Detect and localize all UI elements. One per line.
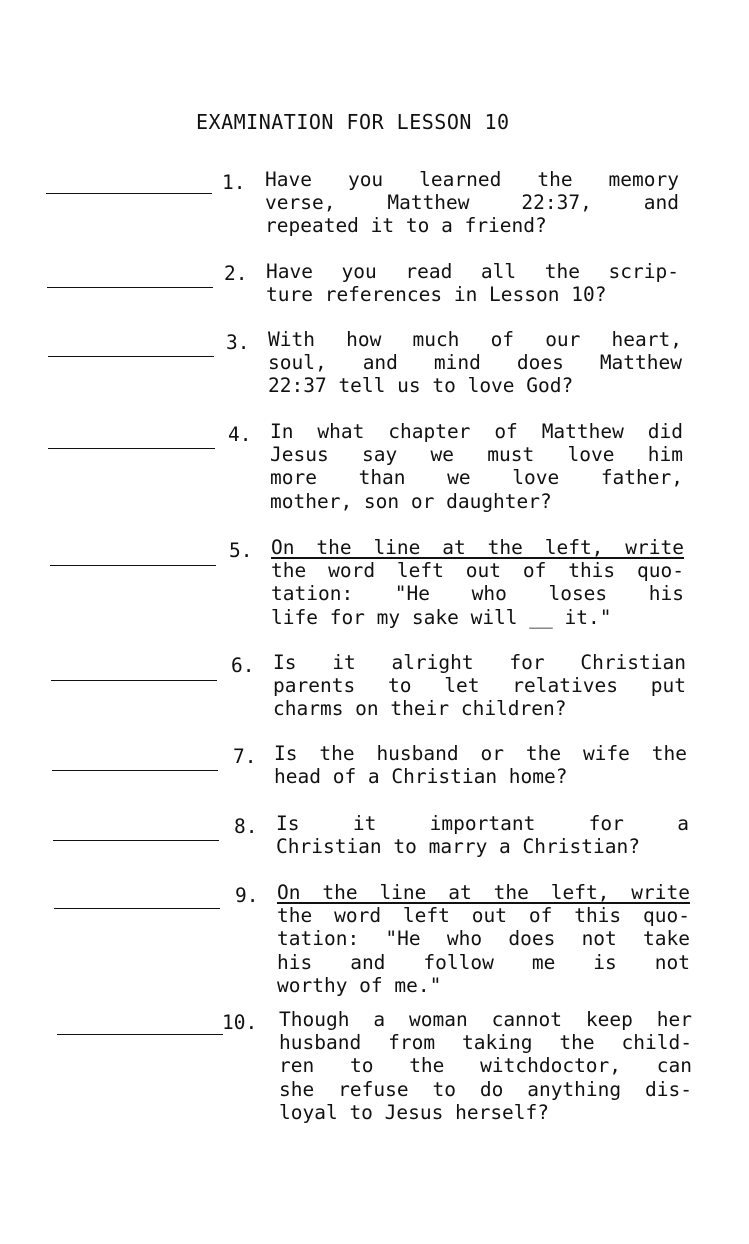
- question-line: 22:37 tell us to love God?: [268, 374, 574, 398]
- question-line: repeated it to a friend?: [265, 214, 547, 238]
- question-line: more than we love father,: [270, 466, 683, 490]
- question-text: [276, 812, 692, 858]
- question-line: soul, and mind does Matthew: [268, 351, 682, 375]
- question-text: [277, 881, 690, 997]
- question-line: the word left out of this quo-: [271, 559, 684, 583]
- page-title: EXAMINATION FOR LESSON 10: [196, 110, 510, 134]
- question-number: 10.: [222, 1011, 258, 1034]
- question-line: husband from taking the child-: [279, 1031, 692, 1055]
- question-line: mother, son or daughter?: [270, 489, 552, 513]
- question-line: Is it alright for Christian: [273, 651, 686, 674]
- question-text: [274, 742, 687, 788]
- question-line: Is it important for a: [276, 812, 689, 835]
- question-number: 1.: [222, 171, 246, 194]
- answer-line[interactable]: [53, 840, 219, 841]
- question-text: [273, 651, 686, 721]
- question-line: tation: "He who does not take: [277, 927, 690, 951]
- question-text: [271, 536, 684, 629]
- question-number: 3.: [226, 331, 250, 354]
- answer-line[interactable]: [51, 680, 217, 681]
- question-line: Is the husband or the wife the: [274, 742, 687, 765]
- answer-line[interactable]: [48, 448, 215, 449]
- question-line: Christian to marry a Christian?: [276, 835, 640, 859]
- question-line: Have you read all the scrip-: [266, 260, 679, 283]
- question-text: [279, 1008, 692, 1124]
- question-number: 6.: [231, 654, 255, 677]
- question-line: ren to the witchdoctor, can: [279, 1054, 692, 1078]
- question-number: 8.: [234, 815, 258, 838]
- question-text: [268, 328, 682, 398]
- question-line: head of a Christian home?: [274, 765, 568, 789]
- question-line: Though a woman cannot keep her: [279, 1008, 692, 1031]
- question-number: 7.: [233, 745, 257, 768]
- question-line: On the line at the left, write: [277, 881, 690, 904]
- question-number: 9.: [235, 884, 259, 907]
- question-line: With how much of our heart,: [268, 328, 682, 351]
- question-line: verse, Matthew 22:37, and: [265, 191, 679, 215]
- question-line: Jesus say we must love him: [270, 443, 683, 467]
- question-line: she refuse to do anything dis-: [279, 1077, 692, 1101]
- question-line: life for my sake will __ it.": [271, 605, 612, 629]
- answer-line[interactable]: [48, 356, 214, 357]
- question-line: Have you learned the memory: [265, 168, 679, 191]
- answer-line[interactable]: [47, 287, 213, 288]
- question-number: 4.: [228, 423, 252, 446]
- question-line: On the line at the left, write: [271, 536, 684, 559]
- question-line: worthy of me.": [277, 973, 442, 997]
- answer-line[interactable]: [50, 565, 216, 566]
- question-line: ture references in Lesson 10?: [266, 283, 607, 307]
- question-text: [265, 168, 679, 238]
- question-line: charms on their children?: [273, 697, 567, 721]
- question-number: 2.: [224, 262, 248, 285]
- question-line: tation: "He who loses his: [271, 582, 684, 606]
- answer-line[interactable]: [52, 770, 218, 771]
- question-line: In what chapter of Matthew did: [270, 420, 683, 443]
- question-line: the word left out of this quo-: [277, 904, 690, 928]
- answer-line[interactable]: [57, 1034, 223, 1035]
- question-line: his and follow me is not: [277, 950, 690, 974]
- question-text: [266, 260, 679, 306]
- question-number: 5.: [229, 539, 253, 562]
- answer-line[interactable]: [46, 193, 212, 194]
- question-text: [270, 420, 683, 513]
- question-line: parents to let relatives put: [273, 674, 686, 698]
- question-line: loyal to Jesus herself?: [279, 1100, 550, 1124]
- answer-line[interactable]: [54, 908, 220, 909]
